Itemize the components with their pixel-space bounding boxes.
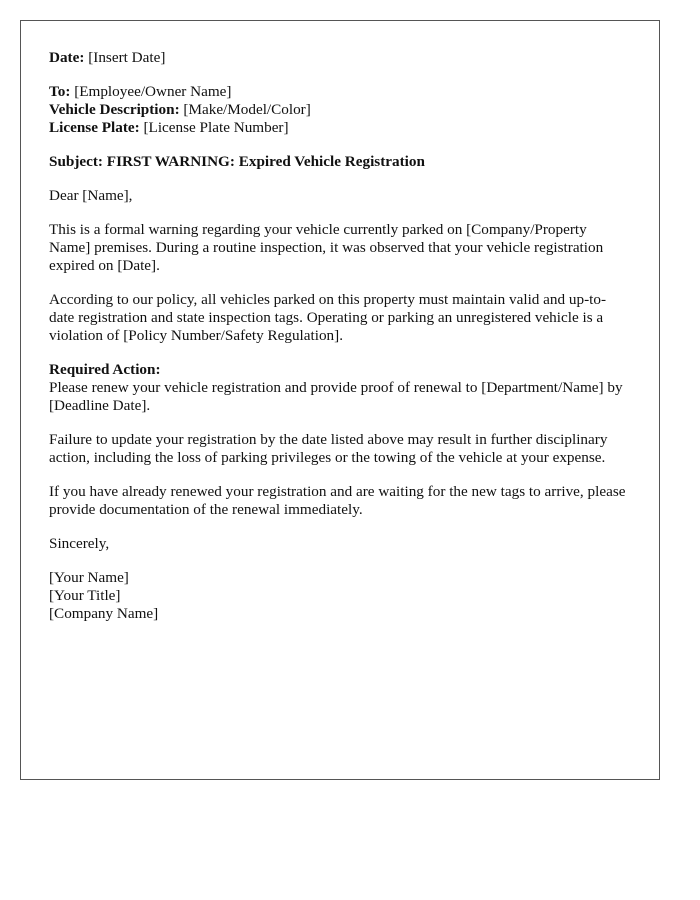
to-line (49, 83, 631, 101)
subject-line: Subject: FIRST WARNING: Expired Vehicle Registration (49, 153, 425, 170)
intro-paragraph: This is a formal warning regarding your vehicle currently parked on [Company/Property Name] premises. During a routine inspection, it was observed that your vehicle registration expired on [Date]. (49, 221, 604, 274)
plate-line (49, 119, 631, 137)
date-value: [Insert Date] (88, 49, 166, 66)
date-block (49, 49, 631, 67)
signature-name: [Your Name] (49, 569, 129, 586)
plate-value: [License Plate Number] (143, 119, 289, 136)
vehicle-label: Vehicle Description: (49, 101, 180, 118)
signature-company: [Company Name] (49, 605, 159, 622)
plate-label: License Plate: (49, 119, 140, 136)
greeting: Dear [Name], (49, 187, 133, 204)
signature-block (49, 569, 631, 623)
closing: Sincerely, (49, 535, 110, 552)
vehicle-line (49, 101, 631, 119)
signature-title: [Your Title] (49, 587, 121, 604)
required-action-heading: Required Action: (49, 361, 161, 378)
to-label: To: (49, 83, 71, 100)
required-action-text: Please renew your vehicle registration and provide proof of renewal to [Department/Name] by [Deadline Date]. (49, 379, 623, 414)
date-label: Date: (49, 49, 85, 66)
already-renewed-paragraph: If you have already renewed your registration and are waiting for the new tags to arrive, please provide documentation of the renewal immediately. (49, 483, 626, 518)
to-value: [Employee/Owner Name] (74, 83, 232, 100)
consequence-paragraph: Failure to update your registration by the date listed above may result in further disciplinary action, including the loss of parking privileges or the towing of the vehicle at your expense. (49, 431, 608, 466)
warning-letter (20, 20, 660, 780)
vehicle-value: [Make/Model/Color] (183, 101, 311, 118)
recipient-block (49, 83, 631, 137)
policy-paragraph: According to our policy, all vehicles parked on this property must maintain valid and up-to-date registration and state inspection tags. Operating or parking an unregistered vehicle is a violation of [Policy Number/Safety Regulation]. (49, 291, 607, 344)
required-action-block (49, 361, 631, 415)
